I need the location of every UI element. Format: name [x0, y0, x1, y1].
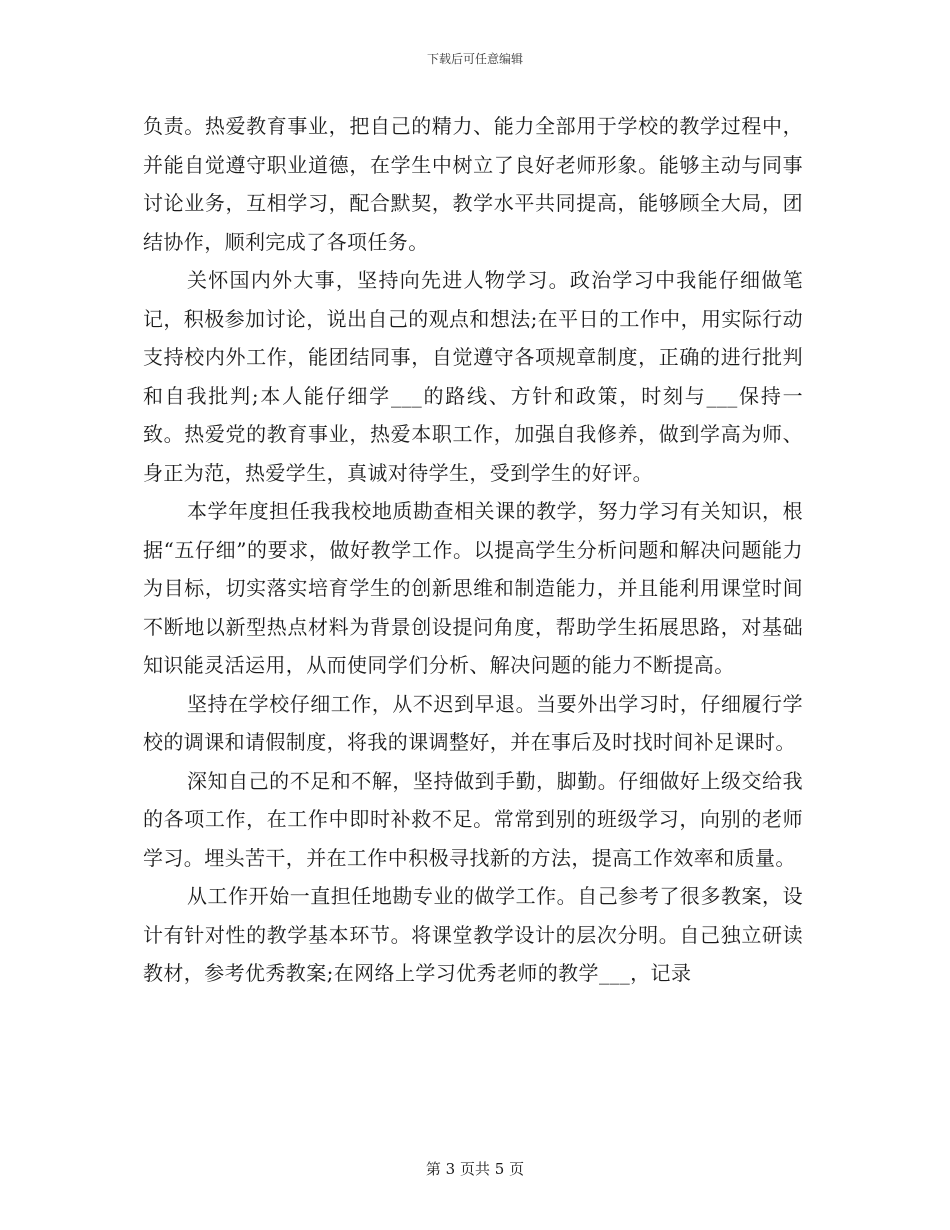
- paragraph-4: 坚持在学校仔细工作，从不迟到早退。当要外出学习时，仔细履行学校的调课和请假制度，将我的课调整好，并在事后及时找时间补足课时。: [143, 691, 803, 754]
- paragraph-2: 关怀国内外大事，坚持向先进人物学习。政治学习中我能仔细做笔记，积极参加讨论，说出自己的观点和想法;在平日的工作中，用实际行动支持校内外工作，能团结同事，自觉遵守各项规章制度，正确的进行批判和自我批判;本人能仔细学___的路线、方针和政策，时刻与___保持一致。热爱党的教育事业，热爱本职工作，加强自我修养，做到学高为师、身正为范，热爱学生，真诚对待学生，受到学生的好评。: [143, 268, 803, 485]
- page-header: 下载后可任意编辑: [426, 52, 523, 66]
- page-footer: 第 3 页共 5 页: [425, 1160, 525, 1178]
- paragraph-3: 本学年度担任我我校地质勘查相关课的教学，努力学习有关知识，根据“五仔细”的要求，做好教学工作。以提高学生分析问题和解决问题能力为目标，切实落实培育学生的创新思维和制造能力，并且能利用课堂时间不断地以新型热点材料为背景创设提问角度，帮助学生拓展思路，对基础知识能灵活运用，从而使同学们分析、解决问题的能力不断提高。: [143, 499, 803, 677]
- paragraph-5: 深知自己的不足和不解，坚持做到手勤，脚勤。仔细做好上级交给我的各项工作，在工作中即时补救不足。常常到别的班级学习，向别的老师学习。埋头苦干，并在工作中积极寻找新的方法，提高工作效率和质量。: [143, 768, 803, 870]
- paragraph-1: 负责。热爱教育事业，把自己的精力、能力全部用于学校的教学过程中，并能自觉遵守职业道德，在学生中树立了良好老师形象。能够主动与同事讨论业务，互相学习，配合默契，教学水平共同提高，能够顾全大局，团结协作，顺利完成了各项任务。: [143, 114, 803, 254]
- paragraph-6: 从工作开始一直担任地勘专业的做学工作。自己参考了很多教案，设计有针对性的教学基本环节。将课堂教学设计的层次分明。自己独立研读教材，参考优秀教案;在网络上学习优秀老师的教学___，记录: [143, 884, 803, 985]
- document-body: [143, 107, 803, 993]
